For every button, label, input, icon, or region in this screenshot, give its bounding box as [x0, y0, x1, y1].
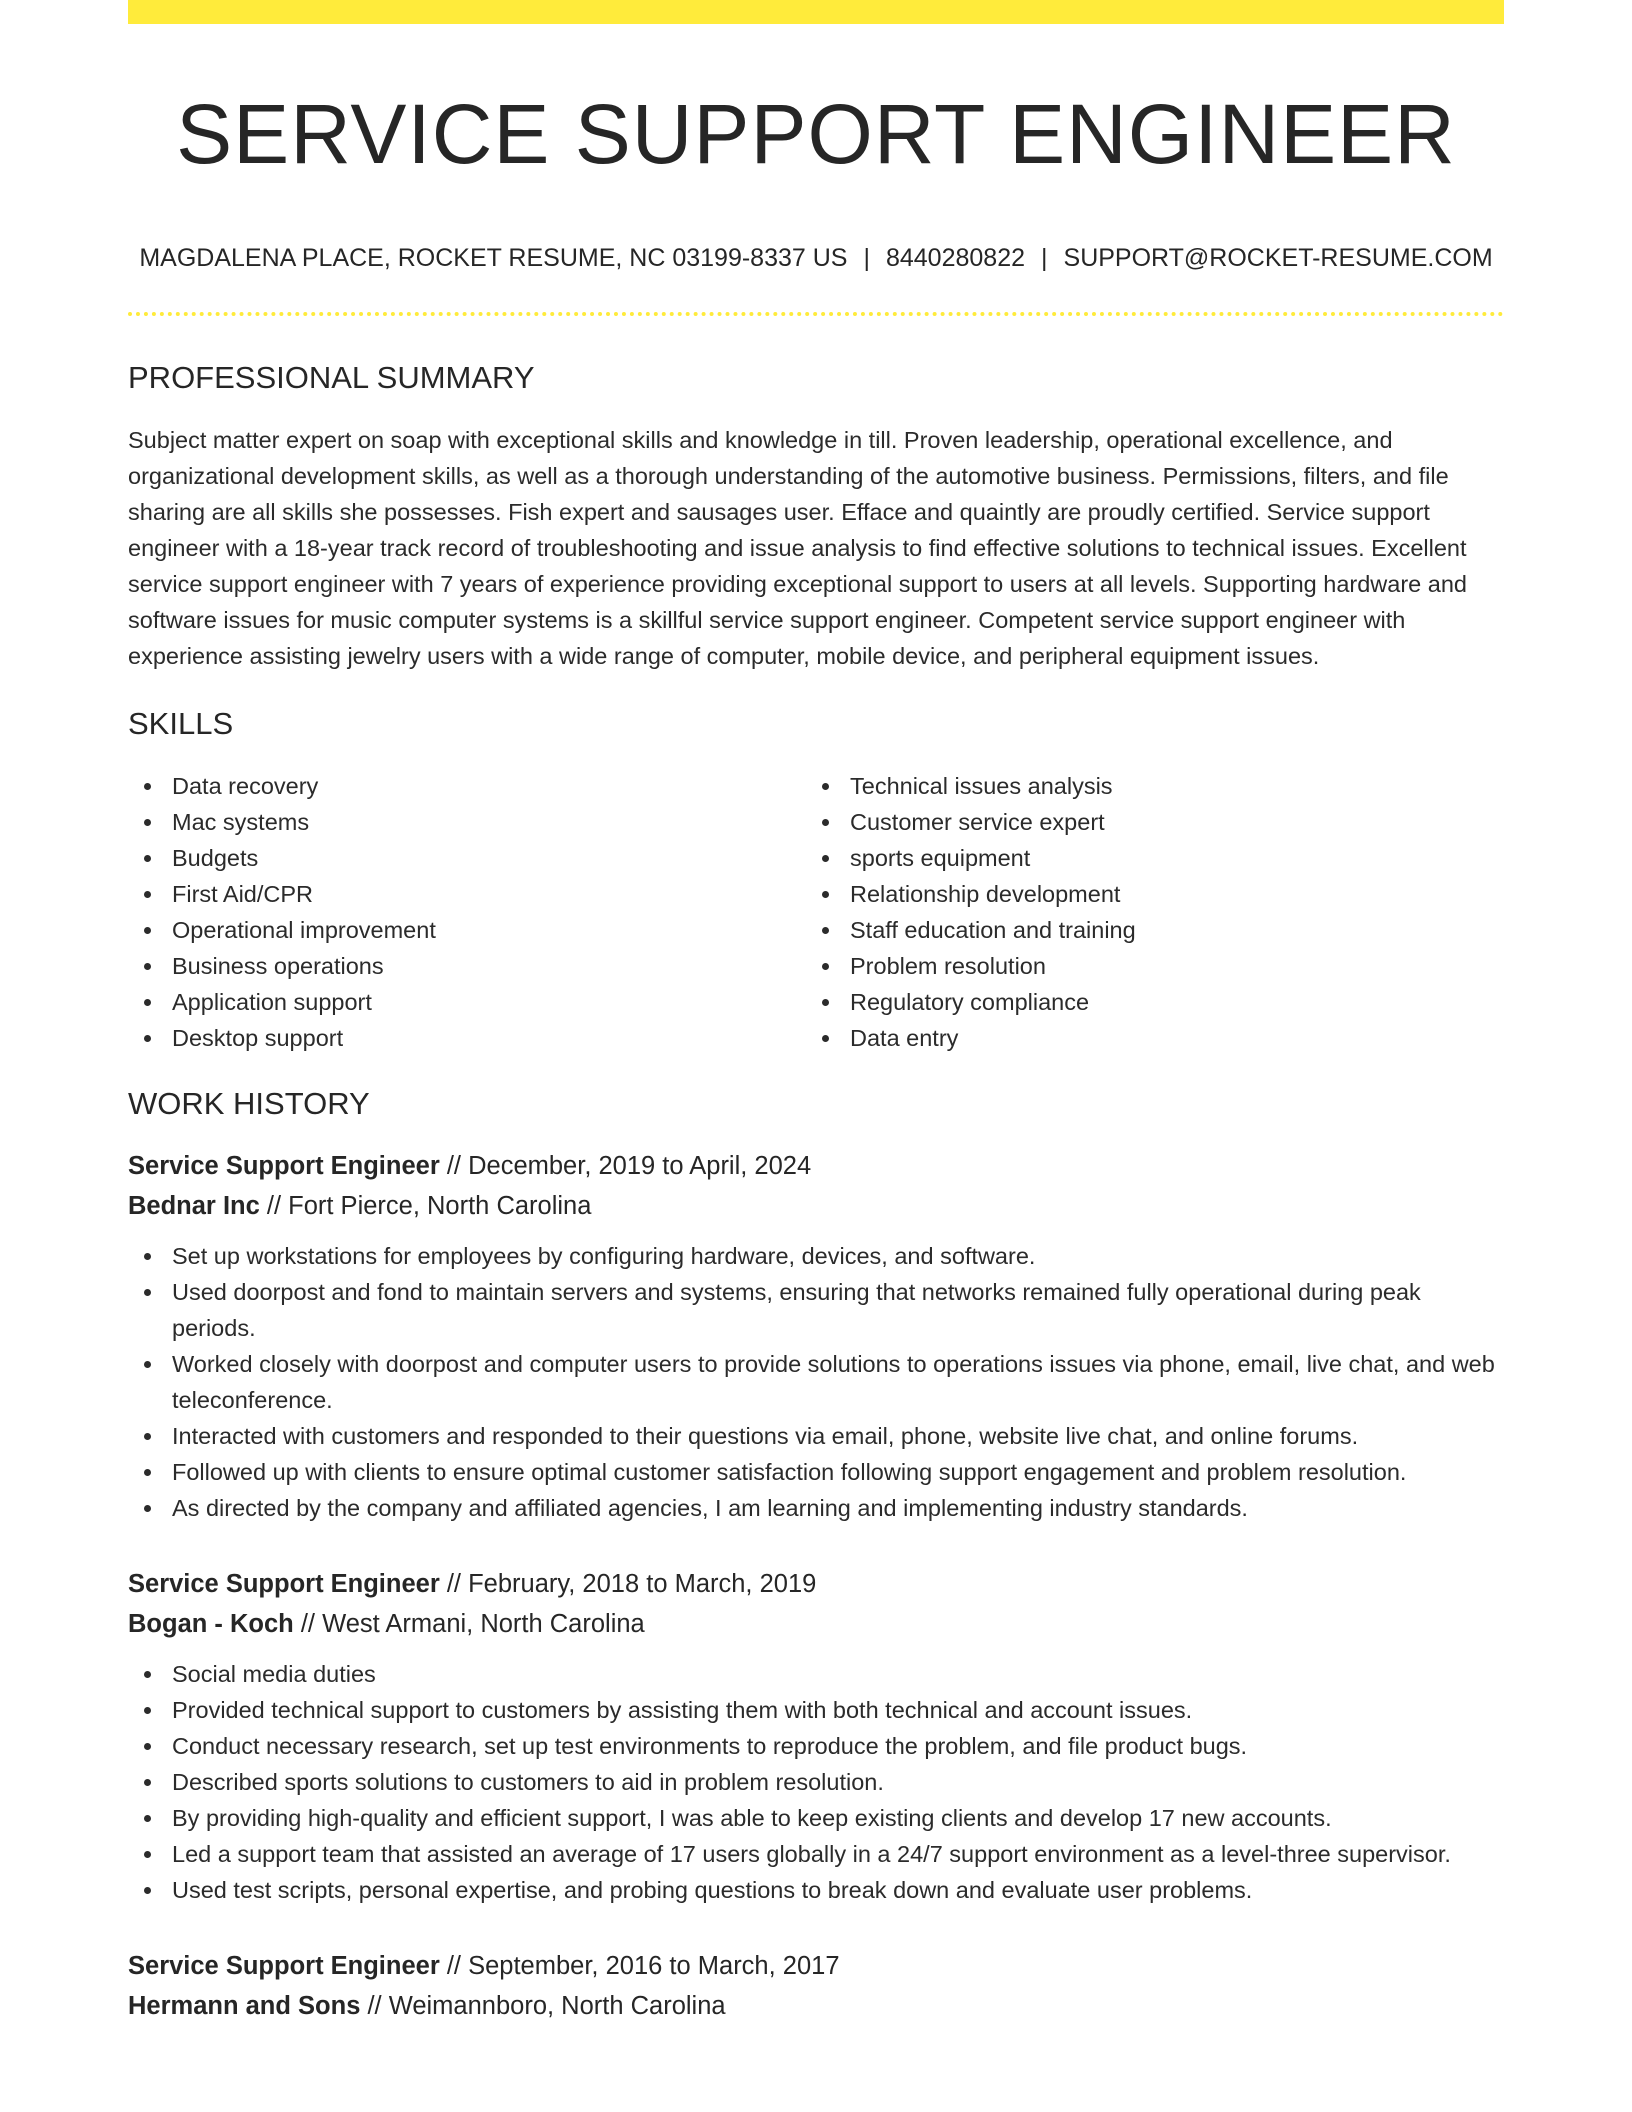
contact-address: MAGDALENA PLACE, ROCKET RESUME, NC 03199-8337 US: [139, 244, 848, 272]
job-company-line: [128, 1186, 1504, 1226]
skill-item: Operational improvement: [128, 912, 806, 948]
skill-item: Business operations: [128, 948, 806, 984]
job-bullets: [128, 1238, 1504, 1526]
skill-item: Data recovery: [128, 768, 806, 804]
job-bullet: Interacted with customers and responded to their questions via email, phone, website live chat, and online forums.: [128, 1418, 1504, 1454]
job-company-line: [128, 1604, 1504, 1644]
skill-item: Technical issues analysis: [806, 768, 1484, 804]
job-bullet: Social media duties: [128, 1656, 1504, 1692]
contact-email: SUPPORT@ROCKET-RESUME.COM: [1063, 244, 1493, 272]
contact-phone: 8440280822: [885, 244, 1026, 272]
skill-item: Relationship development: [806, 876, 1484, 912]
skills-heading: SKILLS: [128, 706, 234, 741]
job-dates: // February, 2018 to March, 2019: [439, 1570, 817, 1598]
job-bullet: Used test scripts, personal expertise, and probing questions to break down and evaluate user problems.: [128, 1872, 1504, 1908]
job-bullet: As directed by the company and affiliated agencies, I am learning and implementing industry standards.: [128, 1490, 1504, 1526]
contact-separator: |: [863, 244, 870, 272]
skill-item: Application support: [128, 984, 806, 1020]
job-title-line: [128, 1146, 1504, 1186]
skill-item: sports equipment: [806, 840, 1484, 876]
job-role: Service Support Engineer: [128, 1570, 440, 1598]
job-dates: // September, 2016 to March, 2017: [439, 1952, 840, 1980]
skill-item: Mac systems: [128, 804, 806, 840]
job-bullet: Led a support team that assisted an average of 17 users globally in a 24/7 support environment as a level-three supervisor.: [128, 1836, 1504, 1872]
page-title: SERVICE SUPPORT ENGINEER: [176, 87, 1456, 181]
summary-heading: PROFESSIONAL SUMMARY: [128, 360, 535, 395]
skill-item: First Aid/CPR: [128, 876, 806, 912]
job-bullet: Described sports solutions to customers to aid in problem resolution.: [128, 1764, 1504, 1800]
job-title-line: [128, 1564, 1504, 1604]
job-dates: // December, 2019 to April, 2024: [439, 1152, 812, 1180]
job-entry: [128, 1946, 1504, 2026]
job-bullet: Provided technical support to customers by assisting them with both technical and account issues.: [128, 1692, 1504, 1728]
skill-item: Budgets: [128, 840, 806, 876]
job-company: Bogan - Koch: [128, 1610, 294, 1638]
skill-item: Regulatory compliance: [806, 984, 1484, 1020]
top-accent-bar: [128, 0, 1504, 24]
job-bullet: Worked closely with doorpost and computer users to provide solutions to operations issues via phone, email, live chat, and web teleconference.: [128, 1346, 1504, 1418]
skill-item: Problem resolution: [806, 948, 1484, 984]
skill-item: Customer service expert: [806, 804, 1484, 840]
contact-separator: |: [1041, 244, 1048, 272]
skills-left-column: [128, 768, 806, 1056]
job-company: Bednar Inc: [128, 1192, 260, 1220]
job-role: Service Support Engineer: [128, 1952, 440, 1980]
job-company-line: [128, 1986, 1504, 2026]
skills-right-column: [806, 768, 1484, 1056]
job-role: Service Support Engineer: [128, 1152, 440, 1180]
job-bullet: Used doorpost and fond to maintain servers and systems, ensuring that networks remained fully operational during peak periods.: [128, 1274, 1504, 1346]
job-bullet: Followed up with clients to ensure optimal customer satisfaction following support engagement and problem resolution.: [128, 1454, 1504, 1490]
job-entry: [128, 1564, 1504, 1908]
job-entry: [128, 1146, 1504, 1526]
job-company: Hermann and Sons: [128, 1992, 361, 2020]
resume-page: [128, 0, 1504, 2026]
header-divider: [128, 312, 1504, 316]
skill-item: Data entry: [806, 1020, 1484, 1056]
skill-item: Staff education and training: [806, 912, 1484, 948]
job-location: // West Armani, North Carolina: [293, 1610, 645, 1638]
job-bullet: Set up workstations for employees by configuring hardware, devices, and software.: [128, 1238, 1504, 1274]
summary-text: Subject matter expert on soap with exceptional skills and knowledge in till. Proven leadership, operational excellence, and organizational development skills, as well as a thorough understanding of the automotive business. Permissions, filters, and file sharing are all skills she possesses. Fish expert and sausages user. Efface and quaintly are proudly certified. Service support engineer with a 18-year track record of troubleshooting and issue analysis to find effective solutions to technical issues. Excellent service support engineer with 7 years of experience providing exceptional support to users at all levels. Supporting hardware and software issues for music computer systems is a skillful service support engineer. Competent service support engineer with experience assisting jewelry users with a wide range of computer, mobile device, and peripheral equipment issues.: [128, 427, 1467, 669]
job-location: // Weimannboro, North Carolina: [360, 1992, 726, 2020]
contact-line: [128, 242, 1504, 274]
job-location: // Fort Pierce, North Carolina: [259, 1192, 592, 1220]
skills-list: [128, 768, 1504, 1056]
job-bullet: Conduct necessary research, set up test environments to reproduce the problem, and file product bugs.: [128, 1728, 1504, 1764]
work-history-heading: WORK HISTORY: [128, 1086, 370, 1121]
job-bullet: By providing high-quality and efficient support, I was able to keep existing clients and develop 17 new accounts.: [128, 1800, 1504, 1836]
job-title-line: [128, 1946, 1504, 1986]
skill-item: Desktop support: [128, 1020, 806, 1056]
job-bullets: [128, 1656, 1504, 1908]
